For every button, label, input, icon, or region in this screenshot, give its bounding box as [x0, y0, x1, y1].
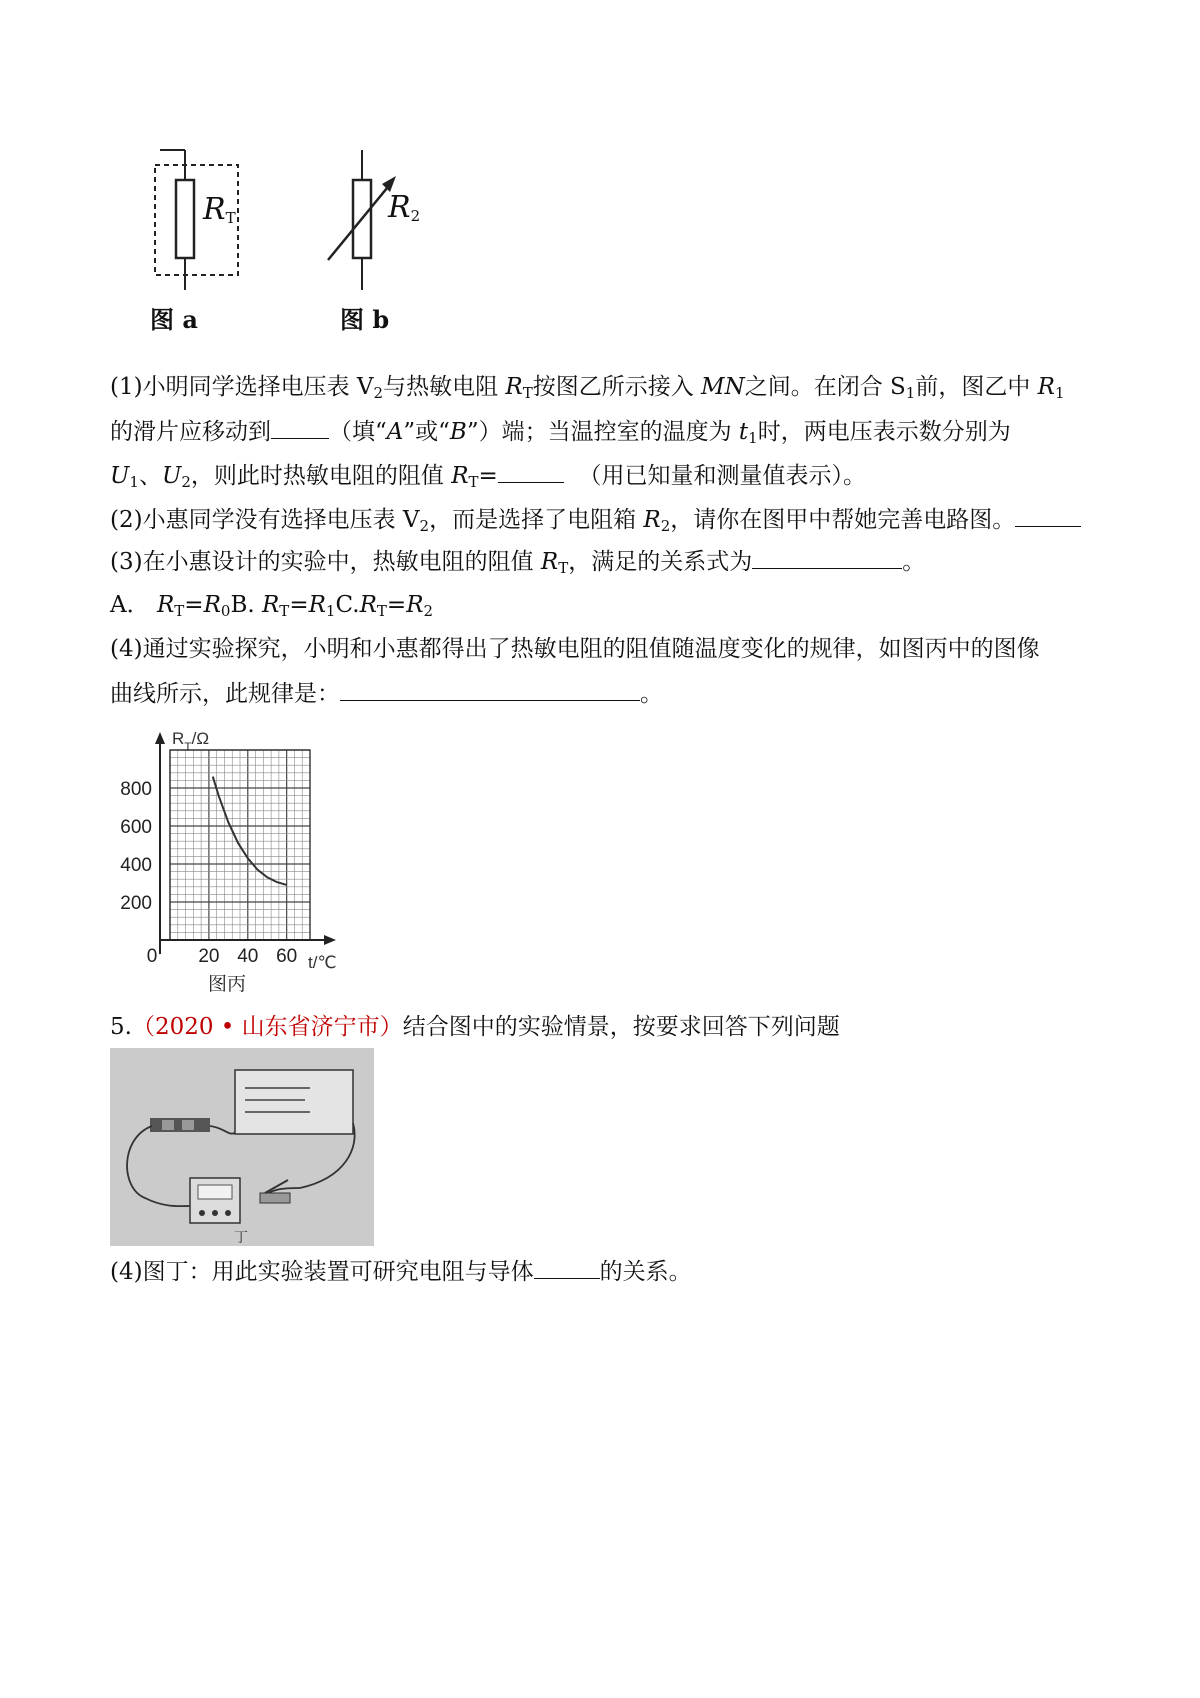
- q2-blank[interactable]: [1015, 504, 1081, 527]
- q1-line-2: 的滑片应移动到 （填“A”或“B”）端；当温控室的温度为 $t_1$时，两电压表示数分别为: [110, 416, 1011, 447]
- q1-blank-end[interactable]: [271, 416, 329, 439]
- y-tick-label: 400: [120, 855, 152, 876]
- q1-line-3: $U_1$、$U_2$，则此时热敏电阻的阻值 $R_T=$ （用已知量和测量值表示）。: [110, 460, 866, 491]
- series-curve: [213, 777, 287, 885]
- svg-text:丁: 丁: [234, 1230, 248, 1246]
- chart-bing: [110, 728, 380, 1003]
- fig-a-caption: 图 a: [150, 305, 198, 334]
- fig-b-caption: 图 b: [340, 305, 390, 334]
- q4-line-1: (4)通过实验探究，小明和小惠都得出了热敏电阻的阻值随温度变化的规律，如图丙中的图像: [110, 636, 1040, 662]
- q2-line: (2)小惠同学没有选择电压表 $V_2$，而是选择了电阻箱 $R_2$，请你在图甲中帮她完善电路图。: [110, 504, 1081, 535]
- y-tick-label: 800: [120, 779, 152, 800]
- y-tick-label: 600: [120, 817, 152, 838]
- x-tick-label: 60: [276, 946, 298, 967]
- q3-line: (3)在小惠设计的实验中，热敏电阻的阻值 $R_T$，满足的关系式为 。: [110, 546, 925, 577]
- q5-heading: 5.（2020 • 山东省济宁市）结合图中的实验情景，按要求回答下列问题: [110, 1014, 840, 1040]
- experiment-apparatus-icon: [110, 1048, 374, 1246]
- x-tick-label: 40: [237, 946, 259, 967]
- fig-b-subscript: 2: [410, 207, 421, 225]
- q3-options: A． $R_T=R_0B$. $R_T=R_1C.R_T=R_2$: [110, 592, 434, 620]
- figure-b: [300, 140, 430, 340]
- x-tick-label: 0: [146, 946, 158, 967]
- q5-blank[interactable]: [534, 1256, 600, 1279]
- figure-a: [130, 140, 260, 340]
- x-axis-label: t/℃: [308, 953, 337, 972]
- q5-sub-4: (4)图丁：用此实验装置可研究电阻与导体 的关系。: [110, 1256, 692, 1287]
- q3-blank[interactable]: [752, 546, 902, 569]
- q4-blank[interactable]: [340, 678, 640, 701]
- photo-ding: [110, 1048, 374, 1246]
- chart-caption: 图丙: [208, 974, 247, 995]
- x-tick-label: 20: [198, 946, 220, 967]
- q4-line-2: 曲线所示，此规律是： 。: [110, 678, 663, 709]
- fig-a-symbol: R: [203, 192, 226, 227]
- q1-blank-rt[interactable]: [498, 460, 564, 483]
- fig-b-symbol: R: [388, 190, 411, 225]
- y-axis-label: $R_T/\Omega$: [172, 729, 210, 754]
- y-tick-label: 200: [120, 893, 152, 914]
- q5-source: （2020 • 山东省济宁市）: [131, 1014, 403, 1040]
- y-axis-arrow: [155, 732, 165, 744]
- fig-a-subscript: T: [225, 209, 236, 227]
- x-axis-arrow: [324, 935, 336, 945]
- q1-line-1: (1)小明同学选择电压表 $V_2$与热敏电阻 $R_T$按图乙所示接入 MN之间。在闭合 $S_1$前，图乙中 $R_1$: [110, 374, 1065, 402]
